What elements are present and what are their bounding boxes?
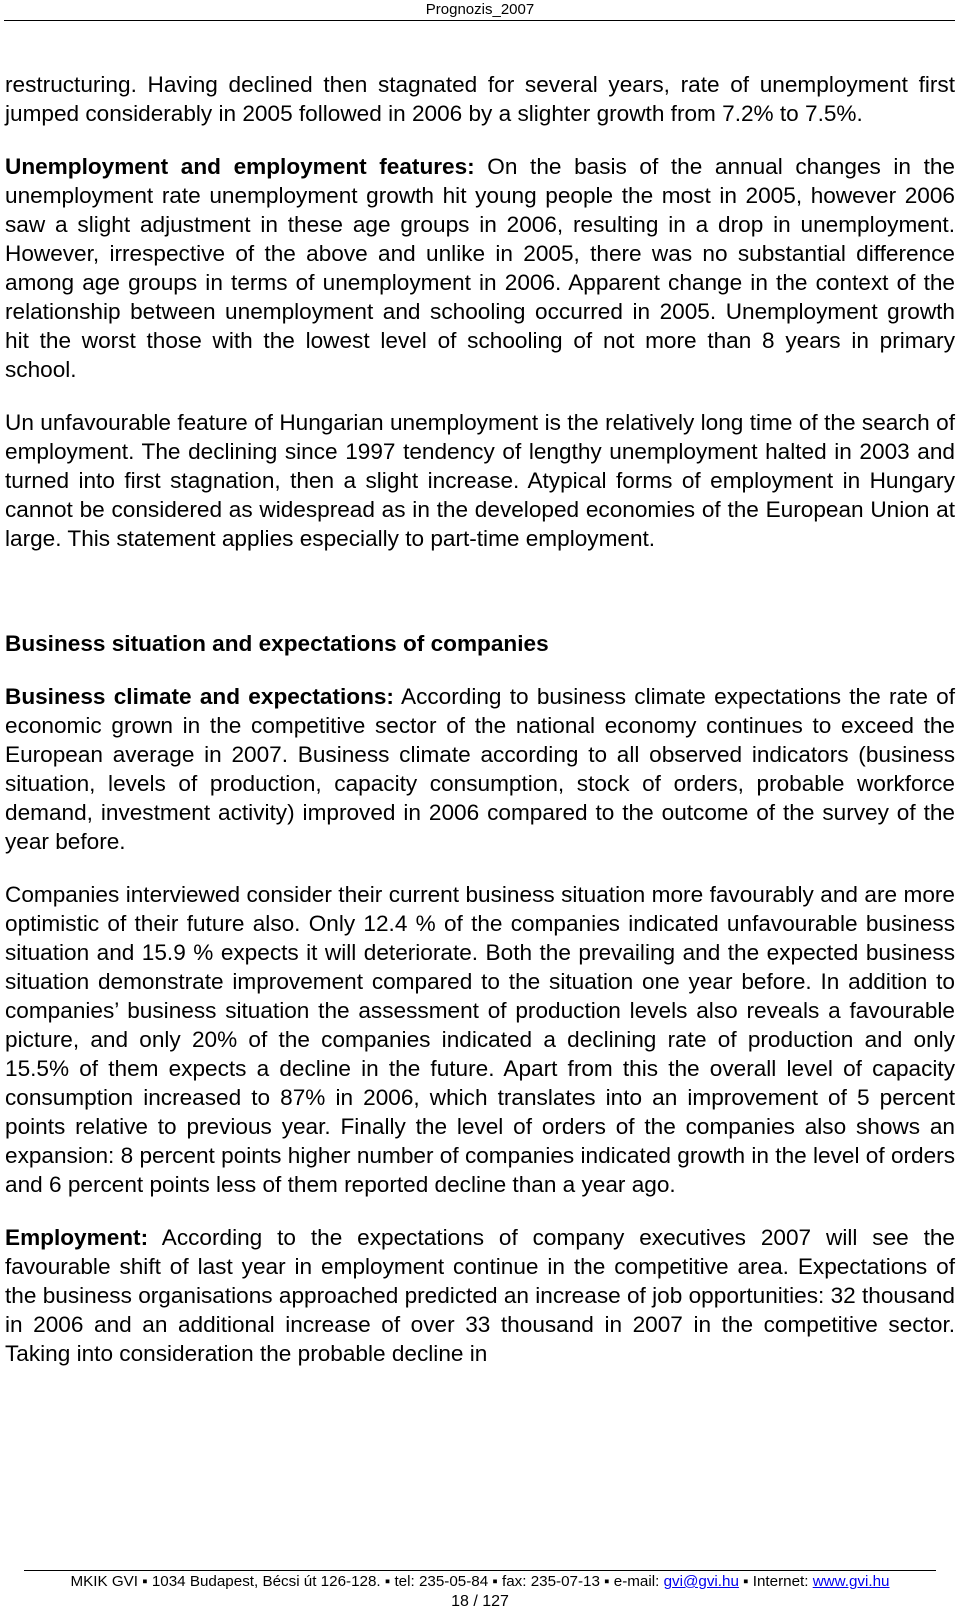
paragraph-text-business-climate: According to business climate expectations the rate of economic grown in the competitive sector of the national economy continues to exceed the European average in 2007. Business climate according to all observed indicators (business situation, levels of production, capacity consumption, stock of orders, probable workforce demand, investment activity) improved in 2006 compared to the outcome of the survey of the year before.	[5, 684, 955, 854]
footer-internet-label: ▪ Internet:	[738, 1573, 813, 1590]
paragraph-companies-interviewed: Companies interviewed consider their current business situation more favourably and are more optimistic of their future also. Only 12.4 % of the companies indicated unfavourable business situation and 15.9 % expects it will deteriorate. Both the prevailing and the expected business situation demonstrate improvement compared to the situation one year before. In addition to companies’ business situation the assessment of production levels also reveals a favourable picture, and only 20% of the companies indicated a declining rate of production and only 15.5% of them expects a decline in the future. Apart from this the overall level of capacity consumption increased to 87% in 2006, which translates into an improvement of 5 percent points relative to previous year. Finally the level of orders of the companies also shows an expansion: 8 percent points higher number of companies indicated growth in the level of orders and 6 percent points less of them reported decline than a year ago.	[5, 882, 955, 1197]
paragraph-heading-business-climate: Business climate and expectations:	[5, 684, 394, 709]
section-heading-business-situation: Business situation and expectations of companies	[5, 631, 549, 656]
paragraph-heading-unemployment-features: Unemployment and employment features:	[5, 154, 475, 179]
paragraph-text-employment: According to the expectations of company executives 2007 will see the favourable shift of last year in employment continue in the competitive area. Expectations of the business organisations approached predicted an increase of job opportunities: 32 thousand in 2006 and an additional increase of over 33 thousand in 2007 in the competitive sector. Taking into consideration the probable decline in	[5, 1225, 955, 1366]
paragraph-restructuring: restructuring. Having declined then stagnated for several years, rate of unemployment first jumped considerably in 2005 followed in 2006 by a slighter growth from 7.2% to 7.5%.	[5, 72, 955, 126]
header-divider	[4, 20, 955, 21]
footer-email-link[interactable]: gvi@gvi.hu	[663, 1573, 739, 1590]
footer-divider	[24, 1570, 936, 1571]
page-header-title: Prognozis_2007	[425, 1, 535, 18]
paragraph-text-unemployment-features: On the basis of the annual changes in the unemployment rate unemployment growth hit young people the most in 2005, however 2006 saw a slight adjustment in these age groups in 2006, resulting in a drop in unemployment. However, irrespective of the above and unlike in 2005, there was no substantial difference among age groups in terms of unemployment in 2006. Apparent change in the context of the relationship between unemployment and schooling occurred in 2005. Unemployment growth hit the worst those with the lowest level of schooling of not more than 8 years in primary school.	[5, 154, 955, 382]
page-number: 18 / 127	[451, 1593, 509, 1610]
section-spacer	[5, 577, 955, 629]
paragraph-heading-employment: Employment:	[5, 1225, 149, 1250]
paragraph-business-climate	[5, 682, 955, 856]
footer-contact-text: MKIK GVI ▪ 1034 Budapest, Bécsi út 126-128. ▪ tel: 235-05-84 ▪ fax: 235-07-13 ▪ e-mail:	[70, 1573, 664, 1590]
document-body	[5, 70, 955, 1392]
footer-contact	[0, 1573, 960, 1591]
paragraph-unfavourable-feature: Un unfavourable feature of Hungarian unemployment is the relatively long time of the search of employment. The declining since 1997 tendency of lengthy unemployment halted in 2003 and turned into first stagnation, then a slight increase. Atypical forms of employment in Hungary cannot be considered as widespread as in the developed economies of the European Union at large. This statement applies especially to part-time employment.	[5, 410, 955, 551]
footer-website-link[interactable]: www.gvi.hu	[812, 1573, 890, 1590]
paragraph-unemployment-features	[5, 152, 955, 384]
paragraph-employment	[5, 1223, 955, 1368]
